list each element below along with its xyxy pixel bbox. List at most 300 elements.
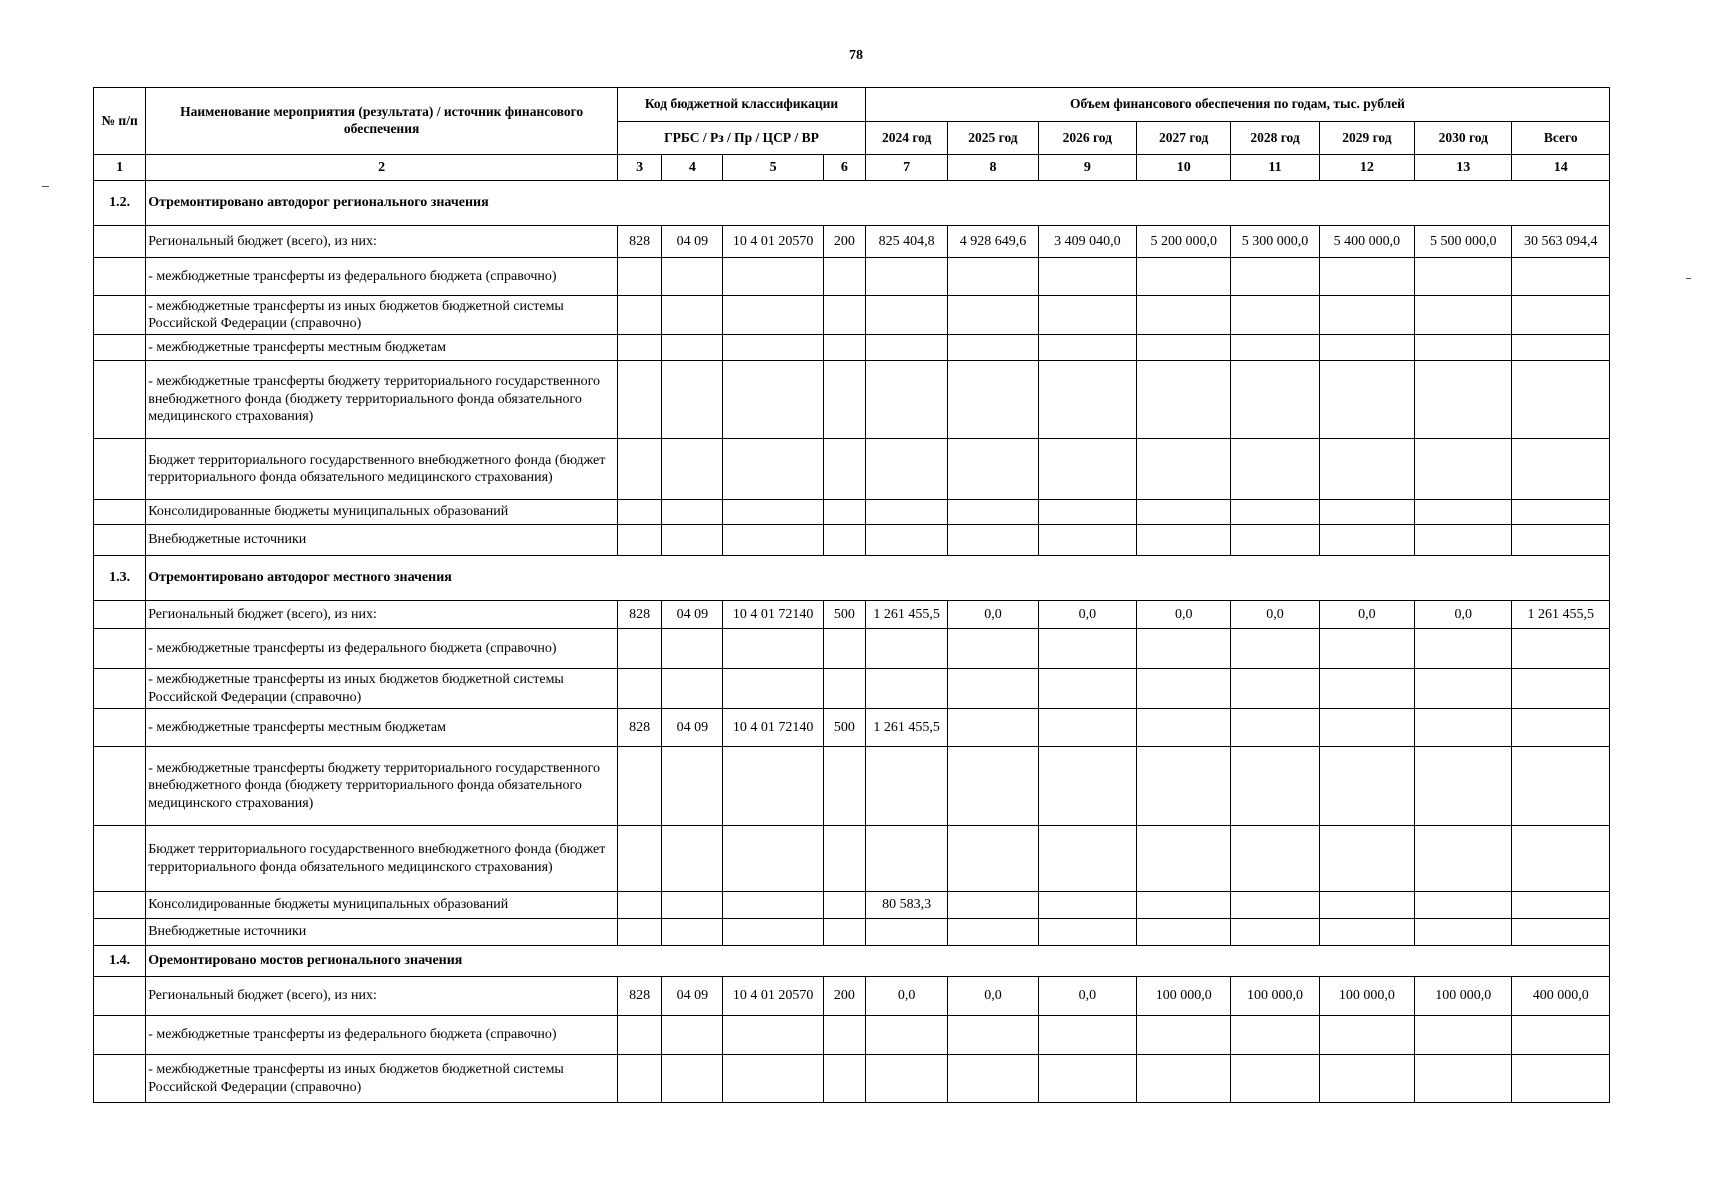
grbs-code: 828 xyxy=(618,709,662,747)
section-number: 1.4. xyxy=(94,946,146,977)
vr-code xyxy=(823,826,865,892)
year-value xyxy=(1415,629,1512,669)
year-value xyxy=(1415,892,1512,919)
year-value xyxy=(865,826,947,892)
year-value xyxy=(1137,669,1231,709)
year-value xyxy=(1231,500,1319,525)
year-value xyxy=(1038,1016,1136,1055)
rz-pr-code xyxy=(662,919,723,946)
year-value xyxy=(948,525,1038,556)
row-number-cell xyxy=(94,226,146,258)
rz-pr-code xyxy=(662,525,723,556)
column-numbers-row xyxy=(94,155,1610,181)
grbs-code xyxy=(618,439,662,500)
year-value: 0,0 xyxy=(1319,601,1414,629)
row-name: - межбюджетные трансферты из иных бюджетов бюджетной системы Российской Федерации (справочно) xyxy=(146,669,618,709)
year-value xyxy=(1319,892,1414,919)
year-value xyxy=(948,1016,1038,1055)
year-value xyxy=(1319,669,1414,709)
column-number: 8 xyxy=(948,155,1038,181)
year-value xyxy=(1319,335,1414,361)
header-year: 2029 год xyxy=(1319,122,1414,155)
column-number: 12 xyxy=(1319,155,1414,181)
year-value xyxy=(948,335,1038,361)
column-number: 3 xyxy=(618,155,662,181)
table-row xyxy=(94,919,1610,946)
year-value: 100 000,0 xyxy=(1319,977,1414,1016)
year-value: 5 200 000,0 xyxy=(1137,226,1231,258)
row-name: Бюджет территориального государственного внебюджетного фонда (бюджет территориального фонда обязательного медицинского страхования) xyxy=(146,826,618,892)
year-value xyxy=(948,361,1038,439)
table-row xyxy=(94,747,1610,826)
section-title: Отремонтировано автодорог местного значения xyxy=(146,556,1610,601)
row-number-cell xyxy=(94,1016,146,1055)
total-value xyxy=(1512,629,1610,669)
rz-pr-code xyxy=(662,361,723,439)
year-value xyxy=(948,1055,1038,1103)
table-row xyxy=(94,892,1610,919)
year-value xyxy=(1319,1055,1414,1103)
total-value xyxy=(1512,525,1610,556)
row-number-cell xyxy=(94,1055,146,1103)
row-number-cell xyxy=(94,439,146,500)
year-value xyxy=(1137,826,1231,892)
year-value xyxy=(865,361,947,439)
rz-pr-code xyxy=(662,500,723,525)
year-value: 80 583,3 xyxy=(865,892,947,919)
header-volume: Объем финансового обеспечения по годам, тыс. рублей xyxy=(865,88,1609,122)
grbs-code xyxy=(618,747,662,826)
column-number: 14 xyxy=(1512,155,1610,181)
year-value xyxy=(1038,296,1136,335)
year-value xyxy=(1231,296,1319,335)
year-value xyxy=(1415,500,1512,525)
column-number: 6 xyxy=(823,155,865,181)
rz-pr-code xyxy=(662,669,723,709)
year-value xyxy=(1415,709,1512,747)
rz-pr-code xyxy=(662,747,723,826)
rz-pr-code xyxy=(662,1016,723,1055)
section-number: 1.3. xyxy=(94,556,146,601)
year-value: 0,0 xyxy=(1415,601,1512,629)
year-value xyxy=(948,439,1038,500)
column-number: 9 xyxy=(1038,155,1136,181)
year-value: 1 261 455,5 xyxy=(865,709,947,747)
rz-pr-code: 04 09 xyxy=(662,601,723,629)
year-value xyxy=(1415,258,1512,296)
vr-code: 200 xyxy=(823,977,865,1016)
year-value xyxy=(865,669,947,709)
year-value xyxy=(1415,1016,1512,1055)
year-value: 100 000,0 xyxy=(1415,977,1512,1016)
year-value xyxy=(1137,439,1231,500)
year-value xyxy=(948,669,1038,709)
year-value xyxy=(1038,335,1136,361)
year-value xyxy=(1137,525,1231,556)
column-number: 5 xyxy=(723,155,823,181)
year-value xyxy=(1038,525,1136,556)
year-value xyxy=(865,439,947,500)
csr-code: 10 4 01 72140 xyxy=(723,601,823,629)
year-value xyxy=(1319,500,1414,525)
csr-code xyxy=(723,335,823,361)
csr-code xyxy=(723,525,823,556)
year-value xyxy=(948,709,1038,747)
grbs-code: 828 xyxy=(618,977,662,1016)
year-value xyxy=(1231,1016,1319,1055)
year-value xyxy=(1038,892,1136,919)
year-value xyxy=(948,826,1038,892)
row-number-cell xyxy=(94,919,146,946)
vr-code: 200 xyxy=(823,226,865,258)
year-value xyxy=(865,525,947,556)
year-value xyxy=(1319,919,1414,946)
year-value xyxy=(865,629,947,669)
year-value xyxy=(865,919,947,946)
total-value: 30 563 094,4 xyxy=(1512,226,1610,258)
year-value: 0,0 xyxy=(948,977,1038,1016)
year-value xyxy=(1137,335,1231,361)
year-value xyxy=(948,919,1038,946)
grbs-code xyxy=(618,919,662,946)
header-code: Код бюджетной классификации xyxy=(618,88,866,122)
vr-code xyxy=(823,296,865,335)
section-row xyxy=(94,181,1610,226)
row-number-cell xyxy=(94,525,146,556)
csr-code xyxy=(723,500,823,525)
row-number-cell xyxy=(94,258,146,296)
vr-code: 500 xyxy=(823,601,865,629)
total-value xyxy=(1512,500,1610,525)
row-name: - межбюджетные трансферты местным бюджетам xyxy=(146,709,618,747)
year-value xyxy=(1038,361,1136,439)
table-row xyxy=(94,335,1610,361)
row-name: Консолидированные бюджеты муниципальных образований xyxy=(146,500,618,525)
vr-code: 500 xyxy=(823,709,865,747)
year-value xyxy=(1319,826,1414,892)
year-value xyxy=(1319,747,1414,826)
year-value xyxy=(1137,296,1231,335)
year-value: 4 928 649,6 xyxy=(948,226,1038,258)
year-value xyxy=(1038,1055,1136,1103)
rz-pr-code xyxy=(662,258,723,296)
row-name: - межбюджетные трансферты из иных бюджетов бюджетной системы Российской Федерации (справочно) xyxy=(146,296,618,335)
total-value xyxy=(1512,1055,1610,1103)
column-number: 2 xyxy=(146,155,618,181)
year-value xyxy=(1038,919,1136,946)
total-value xyxy=(1512,258,1610,296)
year-value xyxy=(948,500,1038,525)
csr-code xyxy=(723,629,823,669)
csr-code xyxy=(723,296,823,335)
grbs-code xyxy=(618,826,662,892)
vr-code xyxy=(823,525,865,556)
vr-code xyxy=(823,1016,865,1055)
row-name: - межбюджетные трансферты местным бюджетам xyxy=(146,335,618,361)
row-number-cell xyxy=(94,335,146,361)
header-year: 2025 год xyxy=(948,122,1038,155)
total-value xyxy=(1512,1016,1610,1055)
year-value xyxy=(1137,1016,1231,1055)
total-value xyxy=(1512,919,1610,946)
grbs-code: 828 xyxy=(618,601,662,629)
vr-code xyxy=(823,500,865,525)
section-number: 1.2. xyxy=(94,181,146,226)
table-row xyxy=(94,258,1610,296)
year-value xyxy=(865,747,947,826)
vr-code xyxy=(823,919,865,946)
header-year: 2027 год xyxy=(1137,122,1231,155)
year-value xyxy=(1231,669,1319,709)
year-value xyxy=(1137,892,1231,919)
year-value xyxy=(1038,500,1136,525)
table-row xyxy=(94,629,1610,669)
row-name: - межбюджетные трансферты бюджету территориального государственного внебюджетного фонда (бюджету территориального фонда обязательного медицинского страхования) xyxy=(146,747,618,826)
year-value xyxy=(948,892,1038,919)
year-value xyxy=(1137,919,1231,946)
csr-code xyxy=(723,747,823,826)
header-year: 2026 год xyxy=(1038,122,1136,155)
year-value xyxy=(1231,525,1319,556)
section-title: Оремонтировано мостов регионального значения xyxy=(146,946,1610,977)
year-value xyxy=(1415,296,1512,335)
rz-pr-code xyxy=(662,335,723,361)
table-row xyxy=(94,669,1610,709)
year-value xyxy=(1415,826,1512,892)
csr-code: 10 4 01 20570 xyxy=(723,226,823,258)
row-name: Внебюджетные источники xyxy=(146,919,618,946)
rz-pr-code xyxy=(662,826,723,892)
row-number-cell xyxy=(94,361,146,439)
year-value: 0,0 xyxy=(865,977,947,1016)
year-value xyxy=(1231,826,1319,892)
row-number-cell xyxy=(94,601,146,629)
year-value xyxy=(1231,439,1319,500)
grbs-code xyxy=(618,296,662,335)
table-row xyxy=(94,500,1610,525)
year-value xyxy=(1038,747,1136,826)
year-value xyxy=(1319,525,1414,556)
scan-mark-right xyxy=(1686,278,1691,279)
year-value xyxy=(1137,747,1231,826)
column-number: 1 xyxy=(94,155,146,181)
year-value xyxy=(1038,258,1136,296)
header-num: № п/п xyxy=(94,88,146,155)
total-value: 1 261 455,5 xyxy=(1512,601,1610,629)
year-value xyxy=(1231,747,1319,826)
total-value xyxy=(1512,892,1610,919)
year-value xyxy=(948,296,1038,335)
grbs-code xyxy=(618,629,662,669)
csr-code xyxy=(723,439,823,500)
year-value xyxy=(1319,629,1414,669)
row-number-cell xyxy=(94,296,146,335)
rz-pr-code: 04 09 xyxy=(662,709,723,747)
csr-code xyxy=(723,826,823,892)
year-value xyxy=(1415,1055,1512,1103)
csr-code xyxy=(723,258,823,296)
year-value xyxy=(1231,919,1319,946)
year-value xyxy=(1415,919,1512,946)
year-value xyxy=(1231,629,1319,669)
total-value xyxy=(1512,296,1610,335)
row-number-cell xyxy=(94,669,146,709)
year-value xyxy=(1137,258,1231,296)
year-value xyxy=(865,296,947,335)
row-number-cell xyxy=(94,629,146,669)
total-value xyxy=(1512,335,1610,361)
year-value: 5 400 000,0 xyxy=(1319,226,1414,258)
column-number: 10 xyxy=(1137,155,1231,181)
row-number-cell xyxy=(94,747,146,826)
year-value xyxy=(1415,439,1512,500)
table-row xyxy=(94,226,1610,258)
year-value xyxy=(865,335,947,361)
year-value: 5 500 000,0 xyxy=(1415,226,1512,258)
grbs-code xyxy=(618,892,662,919)
csr-code: 10 4 01 20570 xyxy=(723,977,823,1016)
year-value: 825 404,8 xyxy=(865,226,947,258)
section-row xyxy=(94,556,1610,601)
row-name: - межбюджетные трансферты бюджету территориального государственного внебюджетного фонда (бюджету территориального фонда обязательного медицинского страхования) xyxy=(146,361,618,439)
header-row-1 xyxy=(94,88,1610,122)
column-number: 7 xyxy=(865,155,947,181)
vr-code xyxy=(823,258,865,296)
year-value: 0,0 xyxy=(948,601,1038,629)
header-total: Всего xyxy=(1512,122,1610,155)
vr-code xyxy=(823,629,865,669)
row-name: Консолидированные бюджеты муниципальных образований xyxy=(146,892,618,919)
year-value xyxy=(1231,335,1319,361)
csr-code xyxy=(723,919,823,946)
year-value xyxy=(865,258,947,296)
header-code-sub: ГРБС / Рз / Пр / ЦСР / ВР xyxy=(618,122,866,155)
year-value xyxy=(1319,1016,1414,1055)
csr-code xyxy=(723,892,823,919)
grbs-code xyxy=(618,669,662,709)
table-row xyxy=(94,1055,1610,1103)
year-value xyxy=(1319,258,1414,296)
year-value xyxy=(1137,1055,1231,1103)
row-name: - межбюджетные трансферты из иных бюджетов бюджетной системы Российской Федерации (справочно) xyxy=(146,1055,618,1103)
year-value xyxy=(1137,709,1231,747)
table-row xyxy=(94,977,1610,1016)
total-value xyxy=(1512,361,1610,439)
rz-pr-code xyxy=(662,1055,723,1103)
budget-table xyxy=(93,87,1610,1103)
section-row xyxy=(94,946,1610,977)
year-value: 3 409 040,0 xyxy=(1038,226,1136,258)
column-number: 13 xyxy=(1415,155,1512,181)
row-number-cell xyxy=(94,709,146,747)
row-number-cell xyxy=(94,826,146,892)
year-value xyxy=(1319,361,1414,439)
year-value xyxy=(948,629,1038,669)
rz-pr-code: 04 09 xyxy=(662,226,723,258)
table-body xyxy=(94,181,1610,1103)
page-number: 78 xyxy=(849,48,863,63)
year-value xyxy=(1319,439,1414,500)
rz-pr-code xyxy=(662,439,723,500)
year-value xyxy=(1415,335,1512,361)
vr-code xyxy=(823,1055,865,1103)
year-value xyxy=(1231,709,1319,747)
table-row xyxy=(94,439,1610,500)
year-value xyxy=(1137,500,1231,525)
grbs-code xyxy=(618,335,662,361)
table-row xyxy=(94,601,1610,629)
year-value xyxy=(865,500,947,525)
year-value xyxy=(948,747,1038,826)
scan-mark-left xyxy=(42,186,49,187)
year-value xyxy=(1038,709,1136,747)
csr-code xyxy=(723,1055,823,1103)
table-row xyxy=(94,826,1610,892)
year-value xyxy=(1231,258,1319,296)
year-value: 100 000,0 xyxy=(1137,977,1231,1016)
rz-pr-code xyxy=(662,892,723,919)
year-value: 0,0 xyxy=(1137,601,1231,629)
year-value: 5 300 000,0 xyxy=(1231,226,1319,258)
row-name: Региональный бюджет (всего), из них: xyxy=(146,601,618,629)
table-row xyxy=(94,361,1610,439)
table-row xyxy=(94,1016,1610,1055)
total-value xyxy=(1512,747,1610,826)
year-value: 0,0 xyxy=(1038,977,1136,1016)
year-value: 0,0 xyxy=(1231,601,1319,629)
vr-code xyxy=(823,892,865,919)
grbs-code xyxy=(618,1055,662,1103)
year-value xyxy=(1415,747,1512,826)
column-number: 4 xyxy=(662,155,723,181)
table-row xyxy=(94,296,1610,335)
grbs-code xyxy=(618,258,662,296)
row-name: Региональный бюджет (всего), из них: xyxy=(146,226,618,258)
grbs-code xyxy=(618,500,662,525)
row-number-cell xyxy=(94,892,146,919)
row-name: - межбюджетные трансферты из федерального бюджета (справочно) xyxy=(146,629,618,669)
vr-code xyxy=(823,439,865,500)
vr-code xyxy=(823,335,865,361)
year-value xyxy=(1038,669,1136,709)
row-name: Бюджет территориального государственного внебюджетного фонда (бюджет территориального фонда обязательного медицинского страхования) xyxy=(146,439,618,500)
row-name: Региональный бюджет (всего), из них: xyxy=(146,977,618,1016)
total-value xyxy=(1512,439,1610,500)
total-value xyxy=(1512,669,1610,709)
grbs-code xyxy=(618,525,662,556)
table-row xyxy=(94,525,1610,556)
row-name: - межбюджетные трансферты из федерального бюджета (справочно) xyxy=(146,258,618,296)
year-value xyxy=(1231,1055,1319,1103)
header-year: 2030 год xyxy=(1415,122,1512,155)
csr-code: 10 4 01 72140 xyxy=(723,709,823,747)
year-value xyxy=(1137,361,1231,439)
year-value xyxy=(1319,709,1414,747)
total-value xyxy=(1512,826,1610,892)
grbs-code xyxy=(618,361,662,439)
row-name: Внебюджетные источники xyxy=(146,525,618,556)
year-value xyxy=(865,1016,947,1055)
vr-code xyxy=(823,361,865,439)
grbs-code: 828 xyxy=(618,226,662,258)
year-value xyxy=(1231,361,1319,439)
year-value xyxy=(1415,525,1512,556)
total-value xyxy=(1512,709,1610,747)
year-value xyxy=(1415,361,1512,439)
year-value xyxy=(1137,629,1231,669)
row-name: - межбюджетные трансферты из федерального бюджета (справочно) xyxy=(146,1016,618,1055)
header-year: 2024 год xyxy=(865,122,947,155)
